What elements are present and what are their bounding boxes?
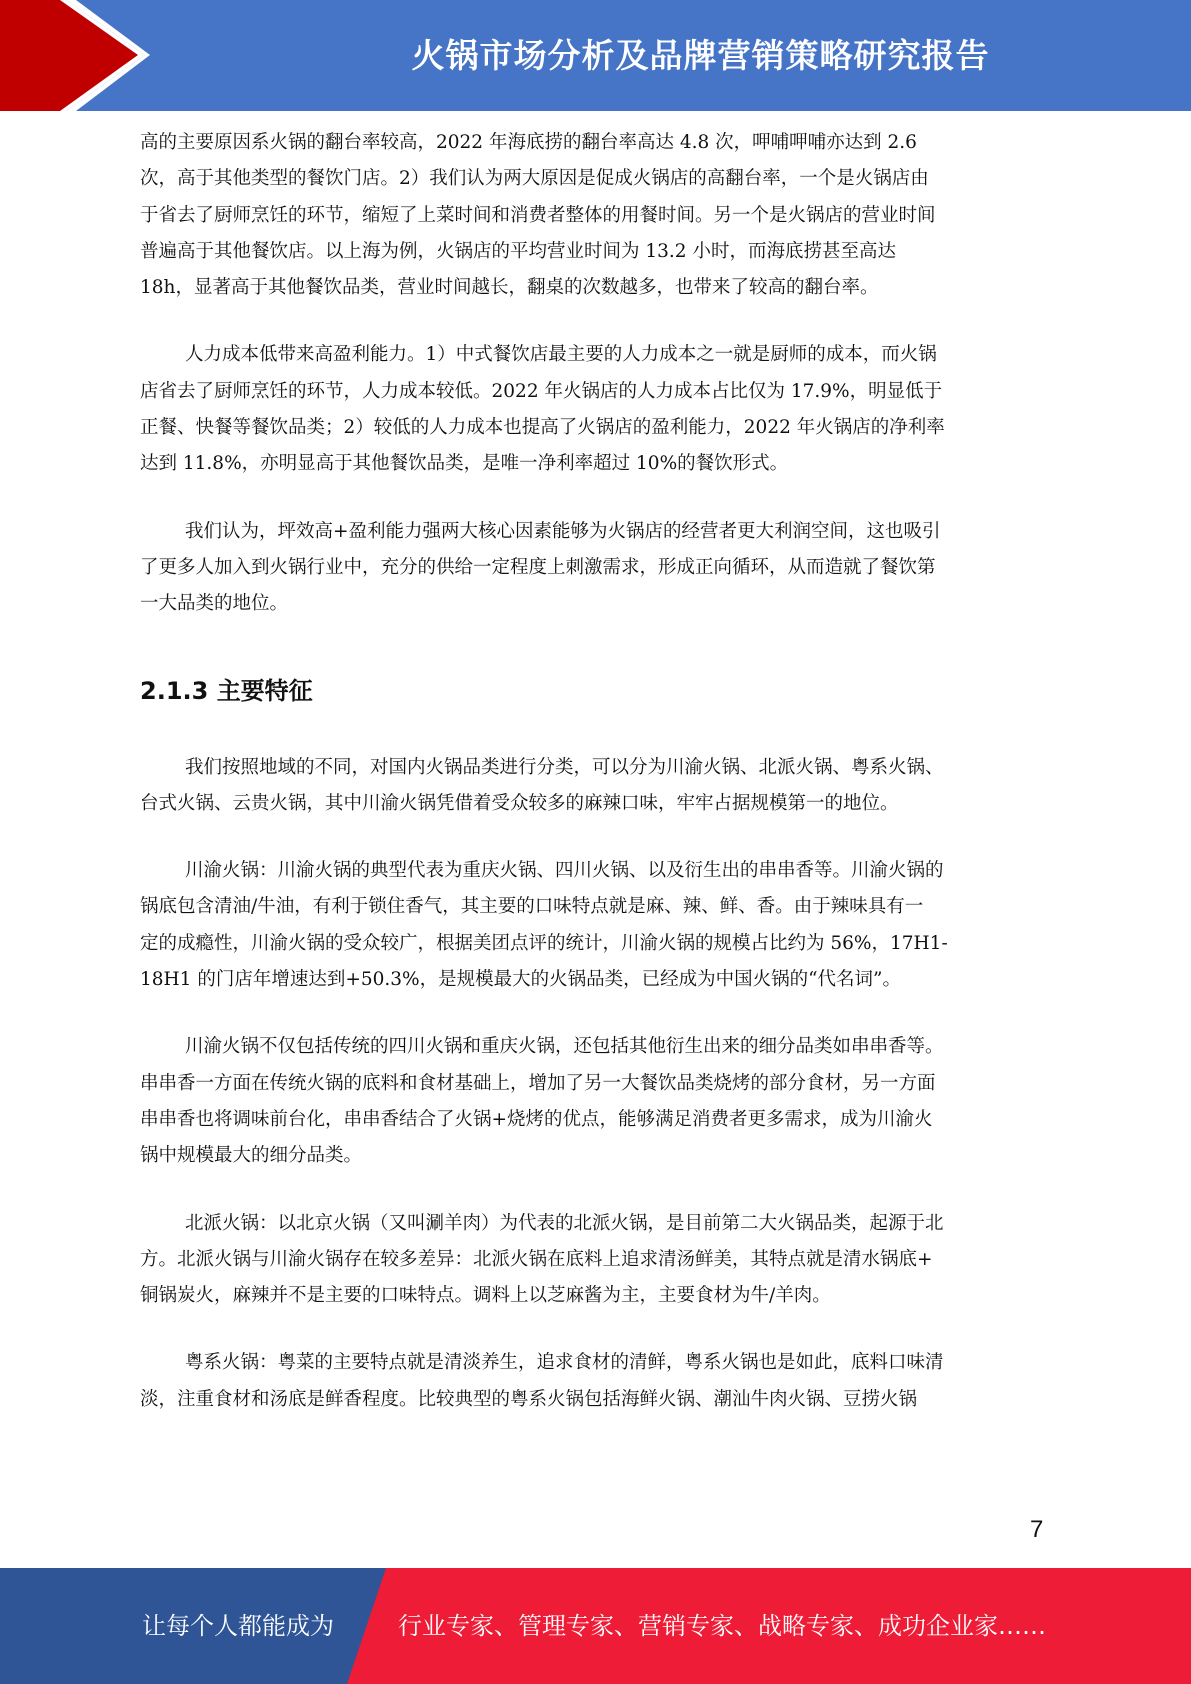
text-line: 正餐、快餐等餐饮品类；2）较低的人力成本也提高了火锅店的盈利能力，2022 年火锅店的净利率 xyxy=(140,417,945,439)
page-header xyxy=(0,0,1191,111)
footer-slogan-left: 让每个人都能成为 xyxy=(142,1612,334,1640)
text-line: 串串香一方面在传统火锅的底料和食材基础上，增加了另一大餐饮品类烧烤的部分食材，另一方面 xyxy=(140,1072,936,1094)
text-line: 一大品类的地位。 xyxy=(140,593,289,615)
text-line: 18h，显著高于其他餐饮品类，营业时间越长，翻桌的次数越多，也带来了较高的翻台率。 xyxy=(140,277,879,299)
paragraph xyxy=(140,125,1050,306)
text-line: 于省去了厨师烹饪的环节，缩短了上菜时间和消费者整体的用餐时间。另一个是火锅店的营业时间 xyxy=(140,204,936,226)
text-line: 定的成瘾性，川渝火锅的受众较广，根据美团点评的统计，川渝火锅的规模占比约为 56%，17H1- xyxy=(140,932,948,954)
text-line: 普遍高于其他餐饮店。以上海为例，火锅店的平均营业时间为 13.2 小时，而海底捞甚至高达 xyxy=(140,240,896,262)
text-line: 次，高于其他类型的餐饮门店。2）我们认为两大原因是促成火锅店的高翻台率，一个是火锅店由 xyxy=(140,168,929,190)
text-line: 铜锅炭火，麻辣并不是主要的口味特点。调料上以芝麻酱为主，主要食材为牛/羊肉。 xyxy=(140,1285,831,1307)
footer-slogan-right: 行业专家、管理专家、营销专家、战略专家、成功企业家…… xyxy=(398,1612,1046,1640)
paragraph xyxy=(140,1345,1050,1418)
page-footer xyxy=(0,1568,1191,1684)
text-line: 川渝火锅不仅包括传统的四川火锅和重庆火锅，还包括其他衍生出来的细分品类如串串香等。 xyxy=(185,1036,944,1058)
text-line: 粤系火锅：粤菜的主要特点就是清淡养生，追求食材的清鲜，粤系火锅也是如此，底料口味清 xyxy=(185,1352,944,1374)
paragraph xyxy=(140,750,1050,823)
text-line: 淡，注重食材和汤底是鲜香程度。比较典型的粤系火锅包括海鲜火锅、潮汕牛肉火锅、豆捞火锅 xyxy=(140,1388,918,1410)
paragraph xyxy=(140,1206,1050,1315)
text-line: 我们按照地域的不同，对国内火锅品类进行分类，可以分为川渝火锅、北派火锅、粤系火锅、 xyxy=(185,756,944,778)
paragraph xyxy=(140,337,1050,482)
text-line: 人力成本低带来高盈利能力。1）中式餐饮店最主要的人力成本之一就是厨师的成本，而火锅 xyxy=(185,344,937,366)
text-line: 店省去了厨师烹饪的环节，人力成本较低。2022 年火锅店的人力成本占比仅为 17.9%，明显低于 xyxy=(140,380,943,402)
paragraph xyxy=(140,514,1050,623)
text-line: 了更多人加入到火锅行业中，充分的供给一定程度上刺激需求，形成正向循环，从而造就了餐饮第 xyxy=(140,556,936,578)
text-line: 18H1 的门店年增速达到+50.3%，是规模最大的火锅品类，已经成为中国火锅的“代名词”。 xyxy=(140,969,902,991)
text-line: 高的主要原因系火锅的翻台率较高，2022 年海底捞的翻台率高达 4.8 次，呷哺呷哺亦达到 2.6 xyxy=(140,132,917,153)
text-line: 川渝火锅：川渝火锅的典型代表为重庆火锅、四川火锅、以及衍生出的串串香等。川渝火锅的 xyxy=(185,860,944,882)
text-line: 达到 11.8%，亦明显高于其他餐饮品类，是唯一净利率超过 10%的餐饮形式。 xyxy=(140,453,789,475)
section-heading: 2.1.3 主要特征 xyxy=(140,676,313,705)
text-line: 北派火锅：以北京火锅（又叫涮羊肉）为代表的北派火锅，是目前第二大火锅品类，起源于北 xyxy=(185,1212,944,1234)
page-number: 7 xyxy=(1030,1516,1044,1543)
text-line: 台式火锅、云贵火锅，其中川渝火锅凭借着受众较多的麻辣口味，牢牢占据规模第一的地位。 xyxy=(140,792,899,814)
text-line: 方。北派火锅与川渝火锅存在较多差异：北派火锅在底料上追求清汤鲜美，其特点就是清水锅底+ xyxy=(140,1248,933,1270)
text-line: 锅中规模最大的细分品类。 xyxy=(140,1145,363,1167)
document-body xyxy=(140,125,1050,1449)
text-line: 串串香也将调味前台化，串串香结合了火锅+烧烤的优点，能够满足消费者更多需求，成为川渝火 xyxy=(140,1108,933,1130)
paragraph xyxy=(140,1029,1050,1174)
text-line: 我们认为，坪效高+盈利能力强两大核心因素能够为火锅店的经营者更大利润空间，这也吸引 xyxy=(185,520,941,542)
report-title: 火锅市场分析及品牌营销策略研究报告 xyxy=(411,36,990,75)
paragraph xyxy=(140,853,1050,998)
text-line: 锅底包含清油/牛油，有利于锁住香气，其主要的口味特点就是麻、辣、鲜、香。由于辣味具有一 xyxy=(140,896,924,918)
